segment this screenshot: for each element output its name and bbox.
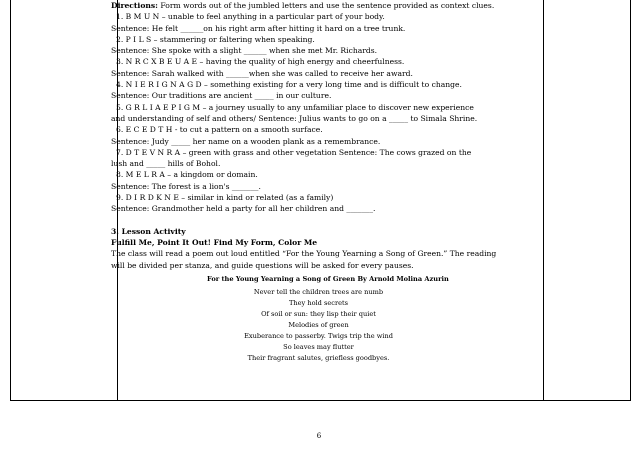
directions xyxy=(111,0,526,11)
poem-line: Never tell the children trees are numb xyxy=(253,287,384,296)
main-content xyxy=(111,0,526,364)
item-5-line: 5. G R L I A E P I G M – a journey usually to any unfamiliar place to discover new experience xyxy=(116,102,474,112)
item-3-sentence: Sentence: Sarah walked with ______when she was called to receive her award. xyxy=(111,68,413,78)
poem-line: Melodies of green xyxy=(288,320,349,329)
item-7-line: 7. D T E V N R A – green with grass and other vegetation Sentence: The cows grazed on the xyxy=(116,147,472,157)
item-2-line: 2. P I L S – stammering or faltering when speaking. xyxy=(116,34,315,44)
item-9-sentence: Sentence: Grandmother held a party for all her children and _______. xyxy=(111,204,376,214)
item-5-sentence: and understanding of self and others/ Sentence: Julius wants to go on a _____ to Simala Shrine. xyxy=(111,113,478,123)
lesson-paragraph-line-2: will be divided per stanza, and guide questions will be asked for every pauses. xyxy=(111,260,414,270)
item-8-sentence: Sentence: The forest is a lion's _______. xyxy=(111,181,261,191)
item-1-line: 1. B M U N – unable to feel anything in a particular part of your body. xyxy=(116,12,385,22)
item-9-line: 9. D I R D K N E – similar in kind or related (as a family) xyxy=(116,193,334,203)
spacer xyxy=(111,215,526,226)
item-4-sentence: Sentence: Our traditions are ancient _____ in our culture. xyxy=(111,91,332,101)
poem xyxy=(111,287,526,364)
poem-line: So leaves may flutter xyxy=(283,342,354,351)
right-column xyxy=(543,0,630,400)
page-number: 6 xyxy=(316,432,322,440)
item-3-line: 3. N R C X B E U A E – having the quality of high energy and cheerfulness. xyxy=(116,57,405,67)
item-6-sentence: Sentence: Judy _____ her name on a wooden plank as a remembrance. xyxy=(111,136,381,146)
poem-line: Exuberance to passerby. Twigs trip the wind xyxy=(244,331,393,340)
directions-label: Directions: xyxy=(111,1,158,10)
item-6-line: 6. E C E D T H - to cut a pattern on a smooth surface. xyxy=(116,125,323,135)
directions-text: Form words out of the jumbled letters and use the sentence provided as context clues. xyxy=(157,1,495,10)
lesson-subheading xyxy=(111,237,526,248)
item-2-sentence: Sentence: She spoke with a slight ______ when she met Mr. Richards. xyxy=(111,46,378,56)
poem-line: Of soil or sun: they lisp their quiet xyxy=(261,309,376,318)
item-8-line: 8. M E L R A – a kingdom or domain. xyxy=(116,170,258,180)
poem-line: Their fragrant salutes, griefless goodbyes. xyxy=(247,353,390,362)
poem-title: For the Young Yearning a Song of Green By Arnold Molina Azurin xyxy=(207,274,449,283)
lesson-paragraph-line-1: The class will read a poem out loud entitled “For the Young Yearning a Song of Green.” The reading xyxy=(111,249,497,259)
left-column xyxy=(11,0,118,400)
item-7-sentence: lush and _____ hills of Bohol. xyxy=(111,159,221,169)
lesson-subheading-text: Fulfill Me, Point It Out! Find My Form, Color Me xyxy=(111,237,318,247)
poem-line: They hold secrets xyxy=(288,298,349,307)
lesson-heading xyxy=(111,226,526,237)
lesson-heading-text: 3. Lesson Activity xyxy=(111,226,186,236)
item-1-sentence: Sentence: He felt ______on his right arm after hitting it hard on a tree trunk. xyxy=(111,23,406,33)
item-4-line: 4. N I E R I G N A G D – something existing for a very long time and is difficult to change. xyxy=(116,80,462,90)
